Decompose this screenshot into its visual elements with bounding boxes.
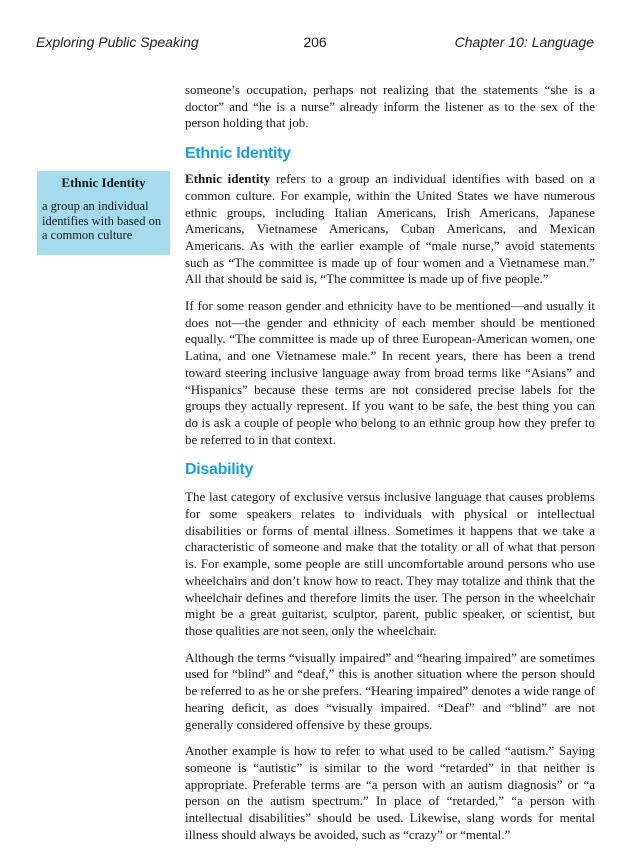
section-heading-disability: Disability <box>185 461 254 479</box>
paragraph: If for some reason gender and ethnicity have to be mentioned—and usually it does not—the gender and ethnicity of each member should be mentioned equally. “The committee is made up of three European-American women, one Latina, and one Vietnamese male.” In recent years, there has been a trend toward steering inclusive language away from broad terms like “Asians” and “Hispanics” because these terms are not considered precise labels for the groups they actually represent. If you want to be safe, the best thing you can do is ask a couple of people who belong to an ethnic group how they prefer to be referred to in that context. <box>185 298 595 447</box>
paragraph: The last category of exclusive versus inclusive language that causes problems for some speakers relates to individuals with physical or intellectual disabilities or forms of mental illness. Sometimes it happens that we take a characteristic of someone and make that the totality or all of what that person is. For example, some people are still uncomfortable around persons who use wheelchairs and don’t know how to react. They may totalize and think that the wheelchair defines and therefore limits the user. The person in the wheelchair might be a great guitarist, sculptor, parent, public speaker, or scientist, but those qualities are not seen, only the wheelchair. <box>185 489 595 638</box>
page-header <box>36 34 594 54</box>
sidebar-title: Ethnic Identity <box>61 175 146 190</box>
paragraph <box>185 171 595 288</box>
main-text <box>185 82 595 853</box>
sidebar-definition: a group an individual identifies with based on a common culture <box>42 199 162 242</box>
section-heading-ethnic-identity: Ethnic Identity <box>185 145 291 163</box>
definition-sidebar <box>37 171 170 255</box>
key-term: Ethnic identity <box>185 171 271 187</box>
paragraph: Another example is how to refer to what used to be called “autism.” Saying someone is “autistic” is similar to the word “retarded” in that neither is appropriate. Preferable terms are “a person with an autism diagnosis” or “a person on the autism spectrum.” In place of “retarded,” “a person with intellectual disabilities” should be used. Likewise, slang words for mental illness should always be avoided, such as “crazy” or “mental.” <box>185 743 595 842</box>
page-number: 206 <box>303 34 327 50</box>
chapter-title: Chapter 10: Language <box>454 34 594 50</box>
paragraph-text: refers to a group an individual identifies with based on a common culture. For example, within the United States we have numerous ethnic groups, including Italian Americans, Irish Americans, Japanese Americans, Vietnamese Americans, Cuban Americans, and Mexican Americans. As with the earlier example of “male nurse,” avoid statements such as “The committee is made up of four women and a Vietnamese man.” All that should be said is, “The committee is made up of five people.” <box>185 171 595 287</box>
paragraph: Although the terms “visually impaired” and “hearing impaired” are sometimes used for “blind” and “deaf,” this is another situation where the person should be referred to as he or she prefers. “Hearing impaired” denotes a wide range of hearing deficit, as does “visually impaired. “Deaf” and “blind” are not generally considered offensive by these groups. <box>185 649 595 732</box>
book-title: Exploring Public Speaking <box>36 34 199 50</box>
intro-paragraph: someone’s occupation, perhaps not realizing that the statements “she is a doctor” and “he is a nurse” already inform the listener as to the sex of the person holding that job. <box>185 82 595 131</box>
